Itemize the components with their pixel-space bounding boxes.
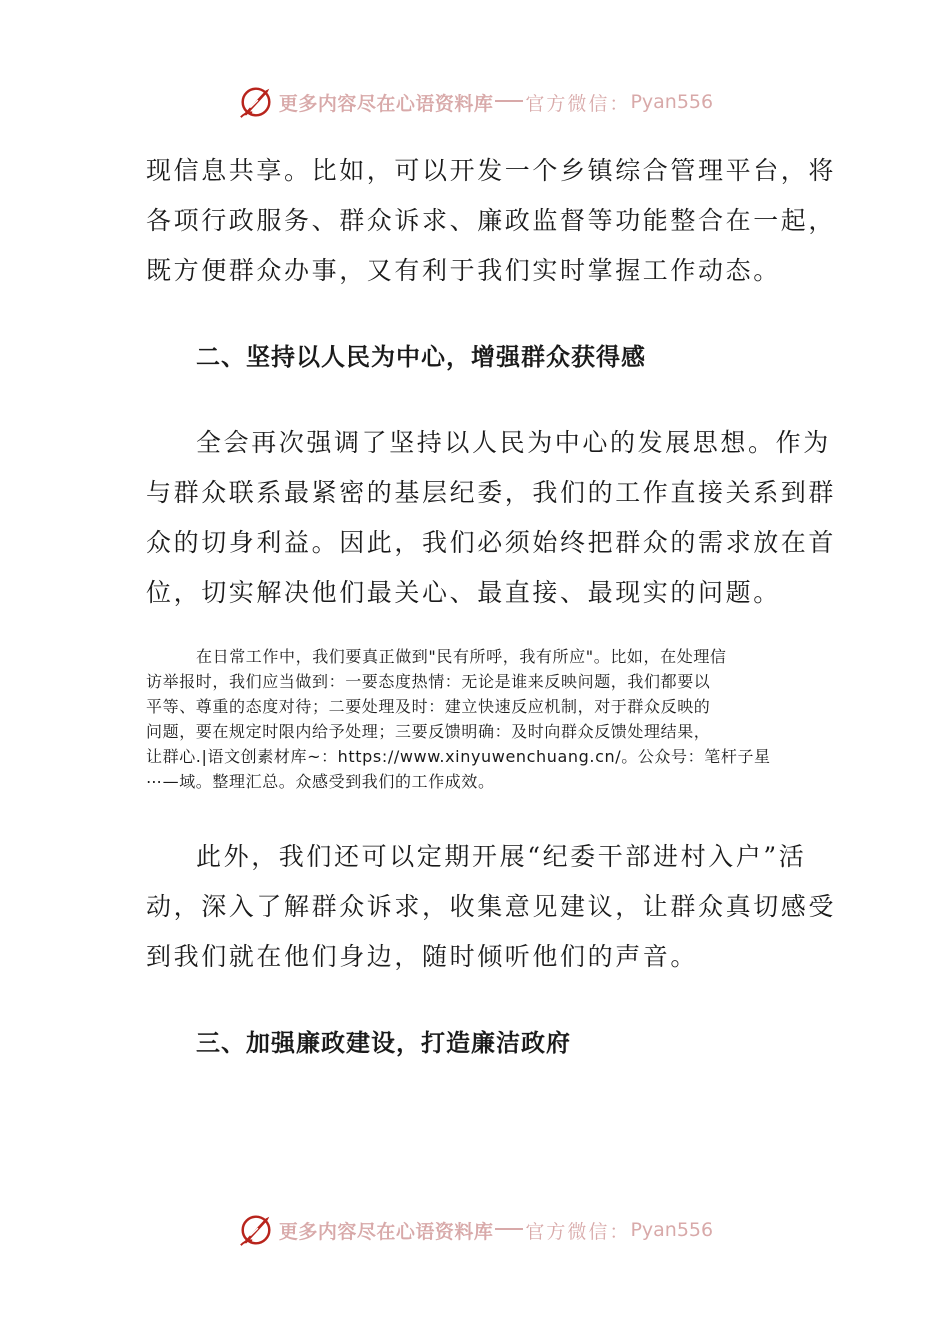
small-text-line: 平等、尊重的态度对待；二要处理及时：建立快速反应机制，对于群众反映的 bbox=[146, 697, 711, 716]
section-heading-3: 三、加强廉政建设，打造廉洁政府 bbox=[196, 1028, 571, 1057]
banner-dash bbox=[495, 1228, 523, 1230]
document-body bbox=[146, 146, 837, 1068]
banner-dash bbox=[495, 100, 523, 102]
small-text-line: 让群心.|语文创素材库~：https://www.xinyuwenchuang.cn/。公众号：笔杆子星 bbox=[146, 747, 771, 766]
text-line: 众的切身利益。因此，我们必须始终把群众的需求放在首 bbox=[146, 528, 837, 557]
pen-quill-logo-icon bbox=[237, 83, 275, 121]
small-text-line: ⋯—域。整理汇总。众感受到我们的工作成效。 bbox=[146, 772, 495, 791]
text-line: 各项行政服务、群众诉求、廉政监督等功能整合在一起， bbox=[146, 206, 837, 235]
small-text-line: 在日常工作中，我们要真正做到"民有所呼，我有所应"。比如，在处理信 bbox=[196, 647, 727, 666]
banner-subtitle: 官方微信： bbox=[525, 1220, 631, 1243]
text-line: 此外，我们还可以定期开展“纪委干部进村入户”活 bbox=[196, 842, 807, 871]
text-line: 与群众联系最紧密的基层纪委，我们的工作直接关系到群 bbox=[146, 478, 837, 507]
banner-title: 更多内容尽在心语资料库 bbox=[278, 92, 494, 115]
footer-banner bbox=[0, 1208, 950, 1252]
text-line: 动，深入了解群众诉求，收集意见建议，让群众真切感受 bbox=[146, 892, 837, 921]
text-line: 现信息共享。比如，可以开发一个乡镇综合管理平台，将 bbox=[146, 156, 837, 185]
text-line: 位，切实解决他们最关心、最直接、最现实的问题。 bbox=[146, 578, 781, 607]
intro-paragraph bbox=[146, 146, 837, 296]
header-banner bbox=[0, 80, 950, 124]
small-text-line: 访举报时，我们应当做到：一要态度热情：无论是谁来反映问题，我们都要以 bbox=[146, 672, 711, 691]
section-heading-2: 二、坚持以人民为中心，增强群众获得感 bbox=[196, 342, 646, 371]
banner-title: 更多内容尽在心语资料库 bbox=[278, 1220, 494, 1243]
banner-wechat-id: Pyan556 bbox=[630, 1219, 714, 1241]
pen-quill-logo-icon bbox=[237, 1211, 275, 1249]
banner-subtitle: 官方微信： bbox=[525, 92, 631, 115]
text-line: 既方便群众办事，又有利于我们实时掌握工作动态。 bbox=[146, 256, 781, 285]
small-paragraph bbox=[146, 644, 806, 794]
paragraph-3 bbox=[146, 832, 837, 982]
banner-wechat-id: Pyan556 bbox=[630, 91, 714, 113]
small-text-line: 问题，要在规定时限内给予处理；三要反馈明确：及时向群众反馈处理结果， bbox=[146, 722, 711, 741]
text-line: 全会再次强调了坚持以人民为中心的发展思想。作为 bbox=[196, 428, 831, 457]
paragraph-2 bbox=[146, 418, 837, 618]
text-line: 到我们就在他们身边，随时倾听他们的声音。 bbox=[146, 942, 699, 971]
